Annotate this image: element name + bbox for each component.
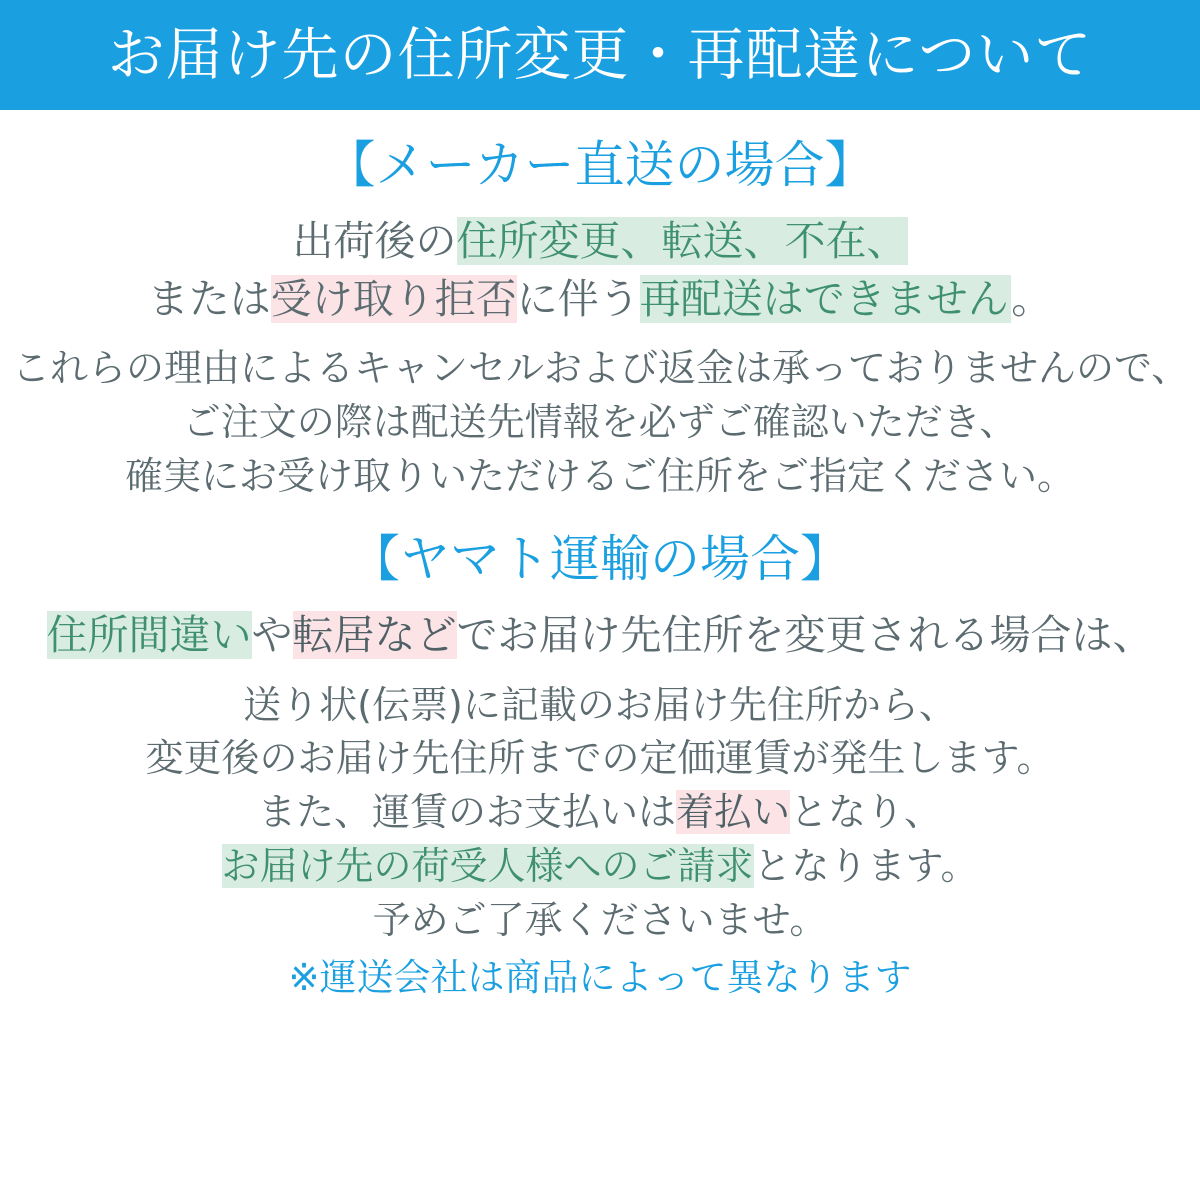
highlight-segment: 転居など <box>292 611 457 660</box>
notice-line <box>12 270 1188 328</box>
notice-line <box>12 679 1188 733</box>
highlight-segment: 再配送はできません <box>639 275 1012 324</box>
page-title: お届け先の住所変更・再配達について <box>107 21 1093 88</box>
page-header <box>0 0 1200 110</box>
section-heading-yamato: 【ヤマト運輸の場合】 <box>350 530 850 589</box>
section-heading-maker-direct: 【メーカー直送の場合】 <box>325 136 875 194</box>
text-segment: や <box>251 611 293 660</box>
highlight-segment: 着払い <box>675 790 790 835</box>
notice-content <box>0 136 1200 1002</box>
notice-line <box>12 894 1188 948</box>
footer-note: ※運送会社は商品によって異なります <box>288 956 912 1000</box>
notice-line <box>12 840 1188 894</box>
text-segment: となり、 <box>790 790 943 835</box>
notice-line <box>12 786 1188 840</box>
text-segment: 。 <box>1011 275 1053 324</box>
text-segment: となります。 <box>753 844 979 889</box>
text-segment: 出荷後の <box>292 217 457 265</box>
text-segment: でお届け先住所を変更される場合は、 <box>456 611 1154 660</box>
notice-line <box>12 396 1188 450</box>
text-segment: に伴う <box>516 275 640 324</box>
text-segment: 確実にお受け取りいただけるご住所をご指定ください。 <box>124 454 1075 499</box>
notice-line <box>12 606 1188 664</box>
notice-line <box>12 450 1188 504</box>
highlight-segment: 住所間違い <box>46 611 252 660</box>
text-segment: または <box>147 275 271 324</box>
highlight-segment: 住所変更、転送、不在、 <box>456 217 908 265</box>
text-segment: また、運賃のお支払いは <box>257 790 676 835</box>
highlight-segment: お届け先の荷受人様へのご請求 <box>221 844 754 889</box>
text-segment: ご注文の際は配送先情報を必ずご確認いただき、 <box>182 400 1018 445</box>
notice-line <box>12 212 1188 270</box>
notice-line <box>12 342 1188 396</box>
highlight-segment: 受け取り拒否 <box>270 275 517 324</box>
text-segment: これらの理由によるキャンセルおよび返金は承っておりませんので、 <box>12 346 1190 391</box>
text-segment: 変更後のお届け先住所までの定価運賃が発生します。 <box>145 736 1055 781</box>
notice-line <box>12 732 1188 786</box>
text-segment: 送り状(伝票)に記載のお届け先住所から、 <box>243 682 957 727</box>
text-segment: 予めご了承くださいませ。 <box>372 898 828 943</box>
